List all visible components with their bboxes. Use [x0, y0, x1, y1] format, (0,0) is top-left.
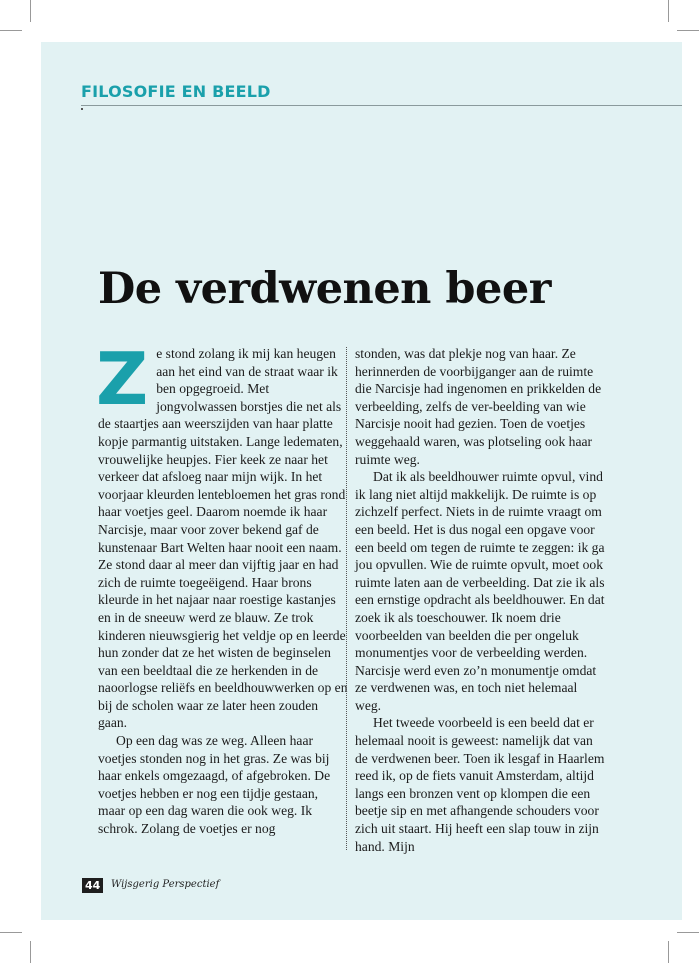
page: [41, 42, 682, 920]
crop-mark: [677, 932, 699, 933]
crop-mark: [677, 30, 699, 31]
drop-cap: Z: [96, 337, 149, 421]
text-column-2: [355, 345, 605, 855]
journal-name: Wijsgerig Perspectief: [111, 879, 220, 890]
paragraph: Het tweede voorbeeld is een beeld dat er helemaal nooit is geweest: namelijk dat van de verdwenen beer. Toen ik lesgaf in Haarlem reed ik, op de fiets vanuit Amsterdam, altijd langs een bronzen vent op klompen die een beetje sip en met afhangende schouders voor zich uit staart. Hij heeft een slap touw in zijn hand. Mijn: [355, 715, 605, 854]
header-rule: [81, 105, 682, 106]
page-number: 44: [82, 878, 103, 893]
text-column-1: [96, 337, 348, 838]
section-label: FILOSOFIE EN BEELD: [81, 82, 271, 101]
paragraph: Dat ik als beeldhouwer ruimte opvul, vind ik lang niet altijd makkelijk. De ruimte is op zichzelf perfect. Niets in de ruimte vraagt om een beeld. Het is dus nogal een opgave voor een beeld om tegen de ruimte te zeggen: ik ga jou opvullen. Wie de ruimte opvult, moet ook ruimte laten aan de verbeelding. Dat zie ik als een ernstige opdracht als beeldhouwer. En dat zoek ik als toeschouwer. Ik noem drie voorbeelden van beelden die per ongeluk monumentjes voor de verbeelding werden. Narcisje werd even zo’n monumentje omdat ze verdwenen was, en toch niet helemaal weg.: [355, 469, 605, 713]
crop-mark: [0, 30, 22, 31]
paragraph-text: e stond zolang ik mij kan heugen aan het eind van de straat waar ik ben opgegroeid. Met jongvolwassen borstjes die net als de staartjes aan weerszijden van haar platte kopje parmantig uitstaken. Lange ledematen, vrouwelijke heupjes. Fier keek ze naar het verkeer dat afsloeg naar mijn wijk. In het voorjaar kleurden lentebloemen het gras rond haar voetjes geel. Daarom noemde ik haar Narcisje, maar voor zover bekend gaf de kunstenaar Bart Welten haar nooit een naam. Ze stond daar al meer dan vijftig jaar en had zich de ruimte toegeëigend. Haar brons kleurde in het najaar naar roestige kastanjes en in de sneeuw werd ze blauw. Ze trok kinderen nieuwsgierig het veldje op en leerde hun zonder dat ze het wisten de beginselen van een beeldtaal die ze herkenden in de naoorlogse reliëfs en beeldhouwwerken op en bij de scholen waar ze later heen zouden gaan.: [98, 346, 348, 731]
paragraph: stonden, was dat plekje nog van haar. Ze herinnerden de voorbijganger aan de ruimte die Narcisje had ingenomen en prikkelden de verbeelding, zelfs de ver-beelding van wie Narcisje nooit had gezien. Toen de voetjes weggehaald waren, was plotseling ook haar ruimte weg.: [355, 346, 602, 467]
crop-mark: [0, 932, 22, 933]
crop-mark: [30, 0, 31, 22]
crop-mark: [668, 0, 669, 22]
rule-dot: [81, 108, 83, 110]
paragraph: Op een dag was ze weg. Alleen haar voetjes stonden nog in het gras. Ze was bij haar enkels omgezaagd, of afgebroken. De voetjes hebben er nog een tijdje gestaan, maar op een dag waren die ook weg. Ik schrok. Zolang de voetjes er nog: [98, 733, 331, 837]
crop-mark: [668, 941, 669, 963]
paragraph: [96, 337, 348, 732]
article-title: De verdwenen beer: [98, 264, 551, 314]
column-divider: [346, 347, 347, 850]
crop-mark: [30, 941, 31, 963]
